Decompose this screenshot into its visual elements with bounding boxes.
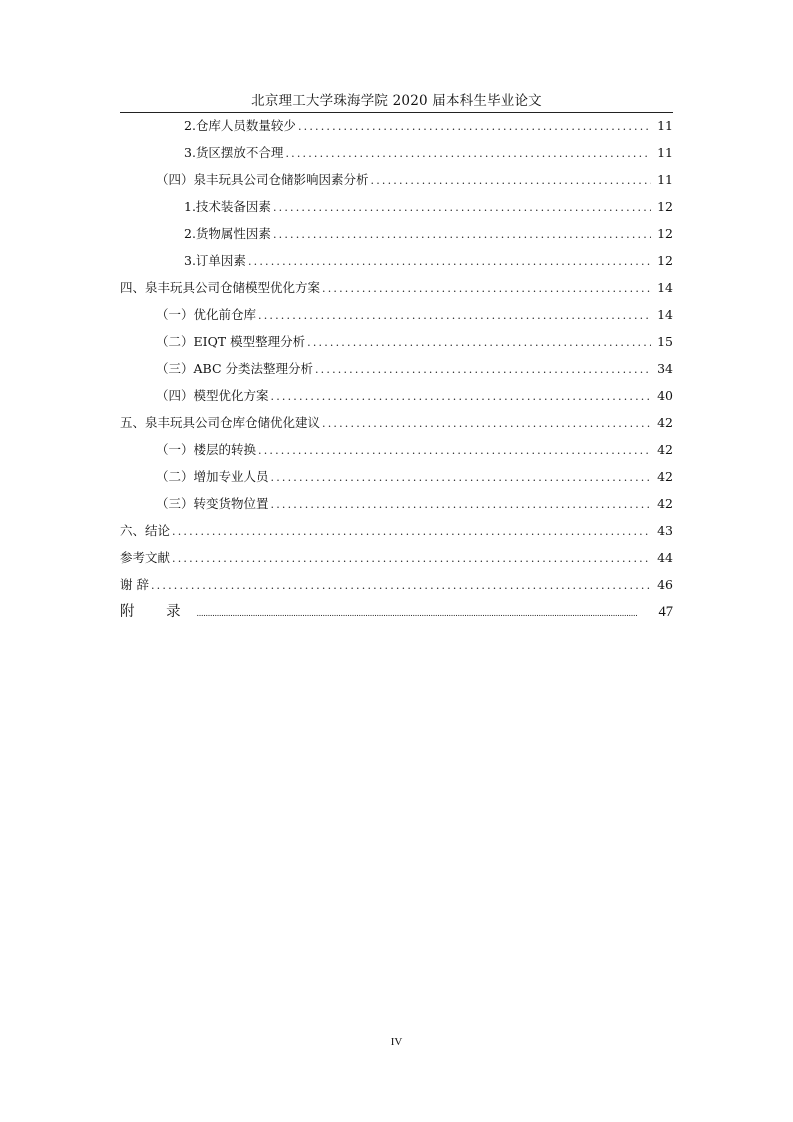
toc-entry[interactable]	[120, 328, 673, 355]
toc-entry-label: 六、结论	[120, 523, 171, 538]
toc-entry-label: （三）ABC 分类法整理分析	[156, 361, 313, 376]
toc-entry-page: 12	[657, 226, 673, 241]
toc-entry[interactable]	[120, 463, 673, 490]
toc-entry[interactable]	[120, 274, 673, 301]
toc-entry-label: 四、泉丰玩具公司仓储模型优化方案	[120, 280, 321, 295]
toc-leader-dots	[172, 518, 651, 545]
toc-entry-page: 43	[657, 523, 673, 538]
toc-entry-label: 2.仓库人员数量较少	[184, 118, 296, 133]
toc-entry-label: 3.订单因素	[184, 253, 246, 268]
toc-leader-dots	[315, 356, 651, 383]
toc-entry[interactable]	[120, 112, 673, 139]
toc-entry-page: 11	[657, 118, 673, 133]
toc-entry[interactable]	[120, 571, 673, 598]
toc-entry[interactable]	[120, 355, 673, 382]
toc-entry-label: （一）优化前仓库	[156, 307, 257, 322]
toc-entry-page: 44	[657, 550, 673, 565]
toc-entry-label: 3.货区摆放不合理	[184, 145, 284, 160]
toc-entry-label: （三）转变货物位置	[156, 496, 269, 511]
toc-entry[interactable]	[120, 139, 673, 166]
toc-leader-dots	[273, 194, 651, 221]
toc-entry[interactable]	[120, 166, 673, 193]
table-of-contents	[120, 112, 673, 626]
toc-entry-label: （二）增加专业人员	[156, 469, 269, 484]
toc-leader-dots	[322, 410, 651, 437]
toc-entry-page: 11	[657, 172, 673, 187]
page-number: IV	[390, 1036, 403, 1048]
toc-leader-dots	[298, 113, 651, 140]
toc-entry[interactable]	[120, 193, 673, 220]
toc-entry-page: 46	[657, 577, 673, 592]
toc-leader-dots	[285, 140, 651, 167]
toc-entry[interactable]	[120, 409, 673, 436]
toc-leader-dots	[248, 248, 651, 275]
toc-leader-dots	[273, 221, 651, 248]
toc-entry-page: 47	[658, 604, 673, 620]
toc-entry-label: 谢 辞	[120, 577, 149, 592]
toc-entry-label: （四）模型优化方案	[156, 388, 269, 403]
toc-entry[interactable]	[120, 544, 673, 571]
toc-entry[interactable]	[120, 220, 673, 247]
toc-entry-label: 附 录	[120, 604, 195, 620]
toc-entry-label: （二）EIQT 模型整理分析	[156, 334, 306, 349]
toc-entry-page: 14	[657, 280, 673, 295]
toc-entry-page: 42	[657, 415, 673, 430]
toc-entry-page: 15	[657, 334, 673, 349]
toc-entry[interactable]	[120, 247, 673, 274]
toc-entry-page: 14	[657, 307, 673, 322]
toc-leader-dots	[172, 545, 651, 572]
toc-leader-dots	[271, 383, 652, 410]
toc-leader-dots	[271, 464, 652, 491]
toc-entry-page: 34	[657, 361, 673, 376]
toc-entry-label: 1.技术装备因素	[184, 199, 271, 214]
toc-leader-dots	[322, 275, 651, 302]
running-header: 北京理工大学珠海学院 2020 届本科生毕业论文	[251, 93, 542, 109]
toc-entry-label: （四）泉丰玩具公司仓储影响因素分析	[156, 172, 369, 187]
toc-entry-label: 五、泉丰玩具公司仓库仓储优化建议	[120, 415, 321, 430]
toc-entry[interactable]	[120, 382, 673, 409]
toc-entry-label: （一）楼层的转换	[156, 442, 257, 457]
toc-leader-dots	[197, 599, 653, 627]
toc-entry-page: 12	[657, 199, 673, 214]
toc-entry[interactable]	[120, 436, 673, 463]
toc-leader-dots	[371, 167, 652, 194]
toc-entry-appendix[interactable]	[120, 598, 673, 626]
toc-entry-label: 2.货物属性因素	[184, 226, 271, 241]
toc-entry-label: 参考文献	[120, 550, 171, 565]
toc-leader-dots	[151, 572, 651, 599]
toc-entry-page: 42	[657, 469, 673, 484]
toc-entry-page: 40	[657, 388, 673, 403]
toc-entry-page: 42	[657, 442, 673, 457]
toc-leader-dots	[307, 329, 651, 356]
toc-entry-page: 12	[657, 253, 673, 268]
toc-leader-dots	[271, 491, 652, 518]
toc-entry-page: 42	[657, 496, 673, 511]
toc-entry[interactable]	[120, 301, 673, 328]
toc-leader-dots	[258, 302, 651, 329]
toc-entry-page: 11	[657, 145, 673, 160]
toc-entry[interactable]	[120, 517, 673, 544]
toc-leader-dots	[258, 437, 651, 464]
toc-entry[interactable]	[120, 490, 673, 517]
